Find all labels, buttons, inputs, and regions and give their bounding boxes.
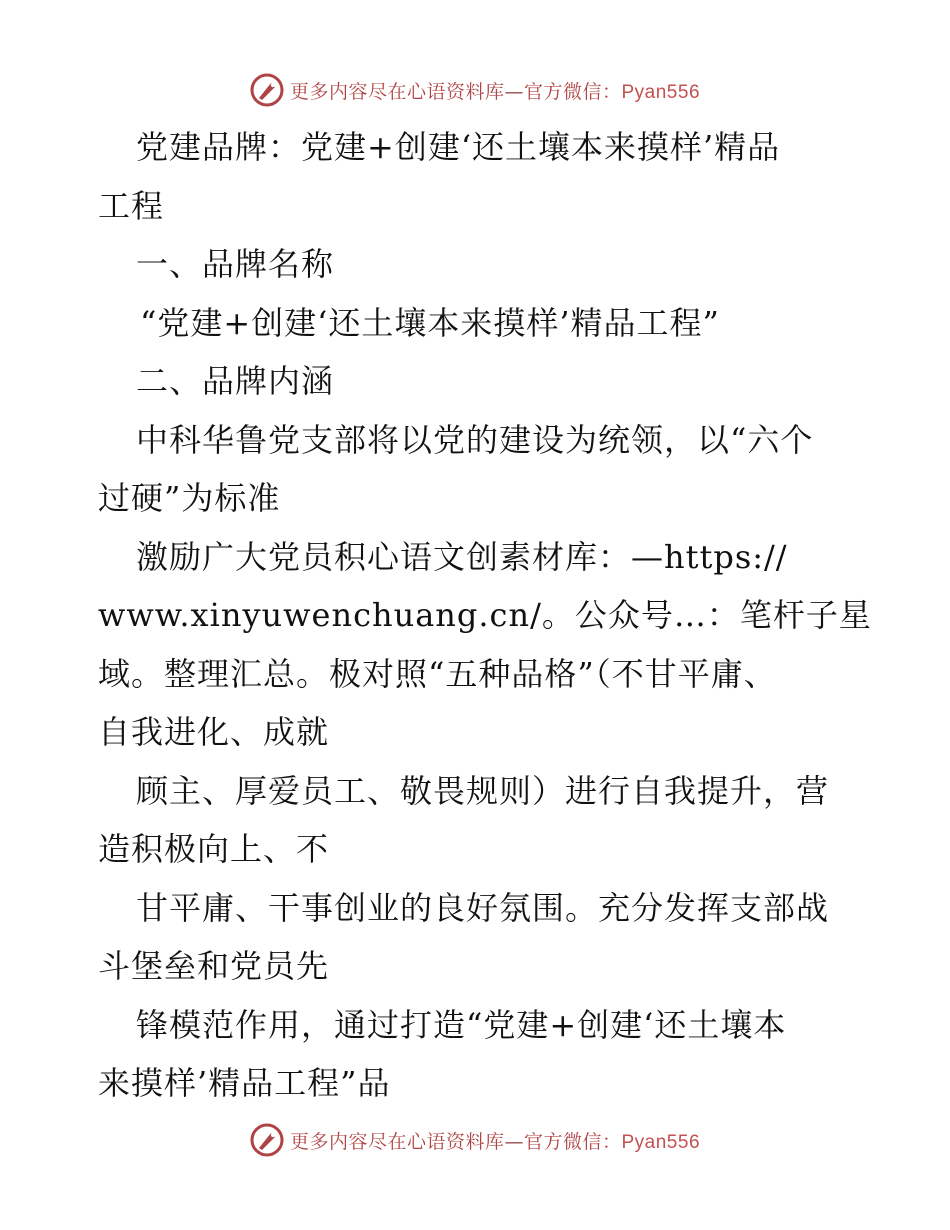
section-heading: 一、品牌名称 (136, 245, 335, 283)
fountain-pen-seal-icon (250, 1123, 284, 1157)
watermark-text: 更多内容尽在心语资料库—官方微信：Pyan556 (289, 80, 701, 103)
doc-line: 自我进化、成就 (98, 713, 330, 751)
doc-line: “党建+创建‘还土壤本来摸样’精品工程” (140, 303, 720, 342)
header-watermark-banner (0, 70, 950, 110)
doc-line: 中科华鲁党支部将以党的建设为统领，以“六个 (136, 420, 814, 459)
doc-line: 锋模范作用，通过打造“党建+创建‘还土壤本 (136, 1005, 787, 1044)
footer-watermark-banner (0, 1120, 950, 1160)
fountain-pen-seal-icon (250, 73, 284, 107)
doc-line: 党建品牌：党建+创建‘还土壤本来摸样’精品 (136, 128, 781, 166)
section-heading: 二、品牌内涵 (136, 362, 335, 400)
doc-line: 来摸样’精品工程”品 (98, 1064, 391, 1102)
doc-line: 域。整理汇总。极对照“五种品格”（不甘平庸、 (98, 654, 777, 693)
watermark-text: 更多内容尽在心语资料库—官方微信：Pyan556 (289, 1130, 701, 1153)
doc-line: www.xinyuwenchuang.cn/。公众号…：笔杆子星 (98, 596, 872, 634)
doc-line: 过硬”为标准 (98, 479, 281, 517)
doc-line: 工程 (98, 186, 165, 225)
doc-line: 甘平庸、干事创业的良好氛围。充分发挥支部战 (136, 888, 830, 927)
doc-line: 斗堡垒和党员先 (98, 947, 330, 985)
document-body (98, 118, 872, 1113)
doc-line: 激励广大党员积心语文创素材库：—https:// (136, 537, 788, 576)
doc-line: 顾主、厚爱员工、敬畏规则）进行自我提升，营 (136, 771, 830, 810)
doc-line: 造积极向上、不 (98, 830, 330, 868)
